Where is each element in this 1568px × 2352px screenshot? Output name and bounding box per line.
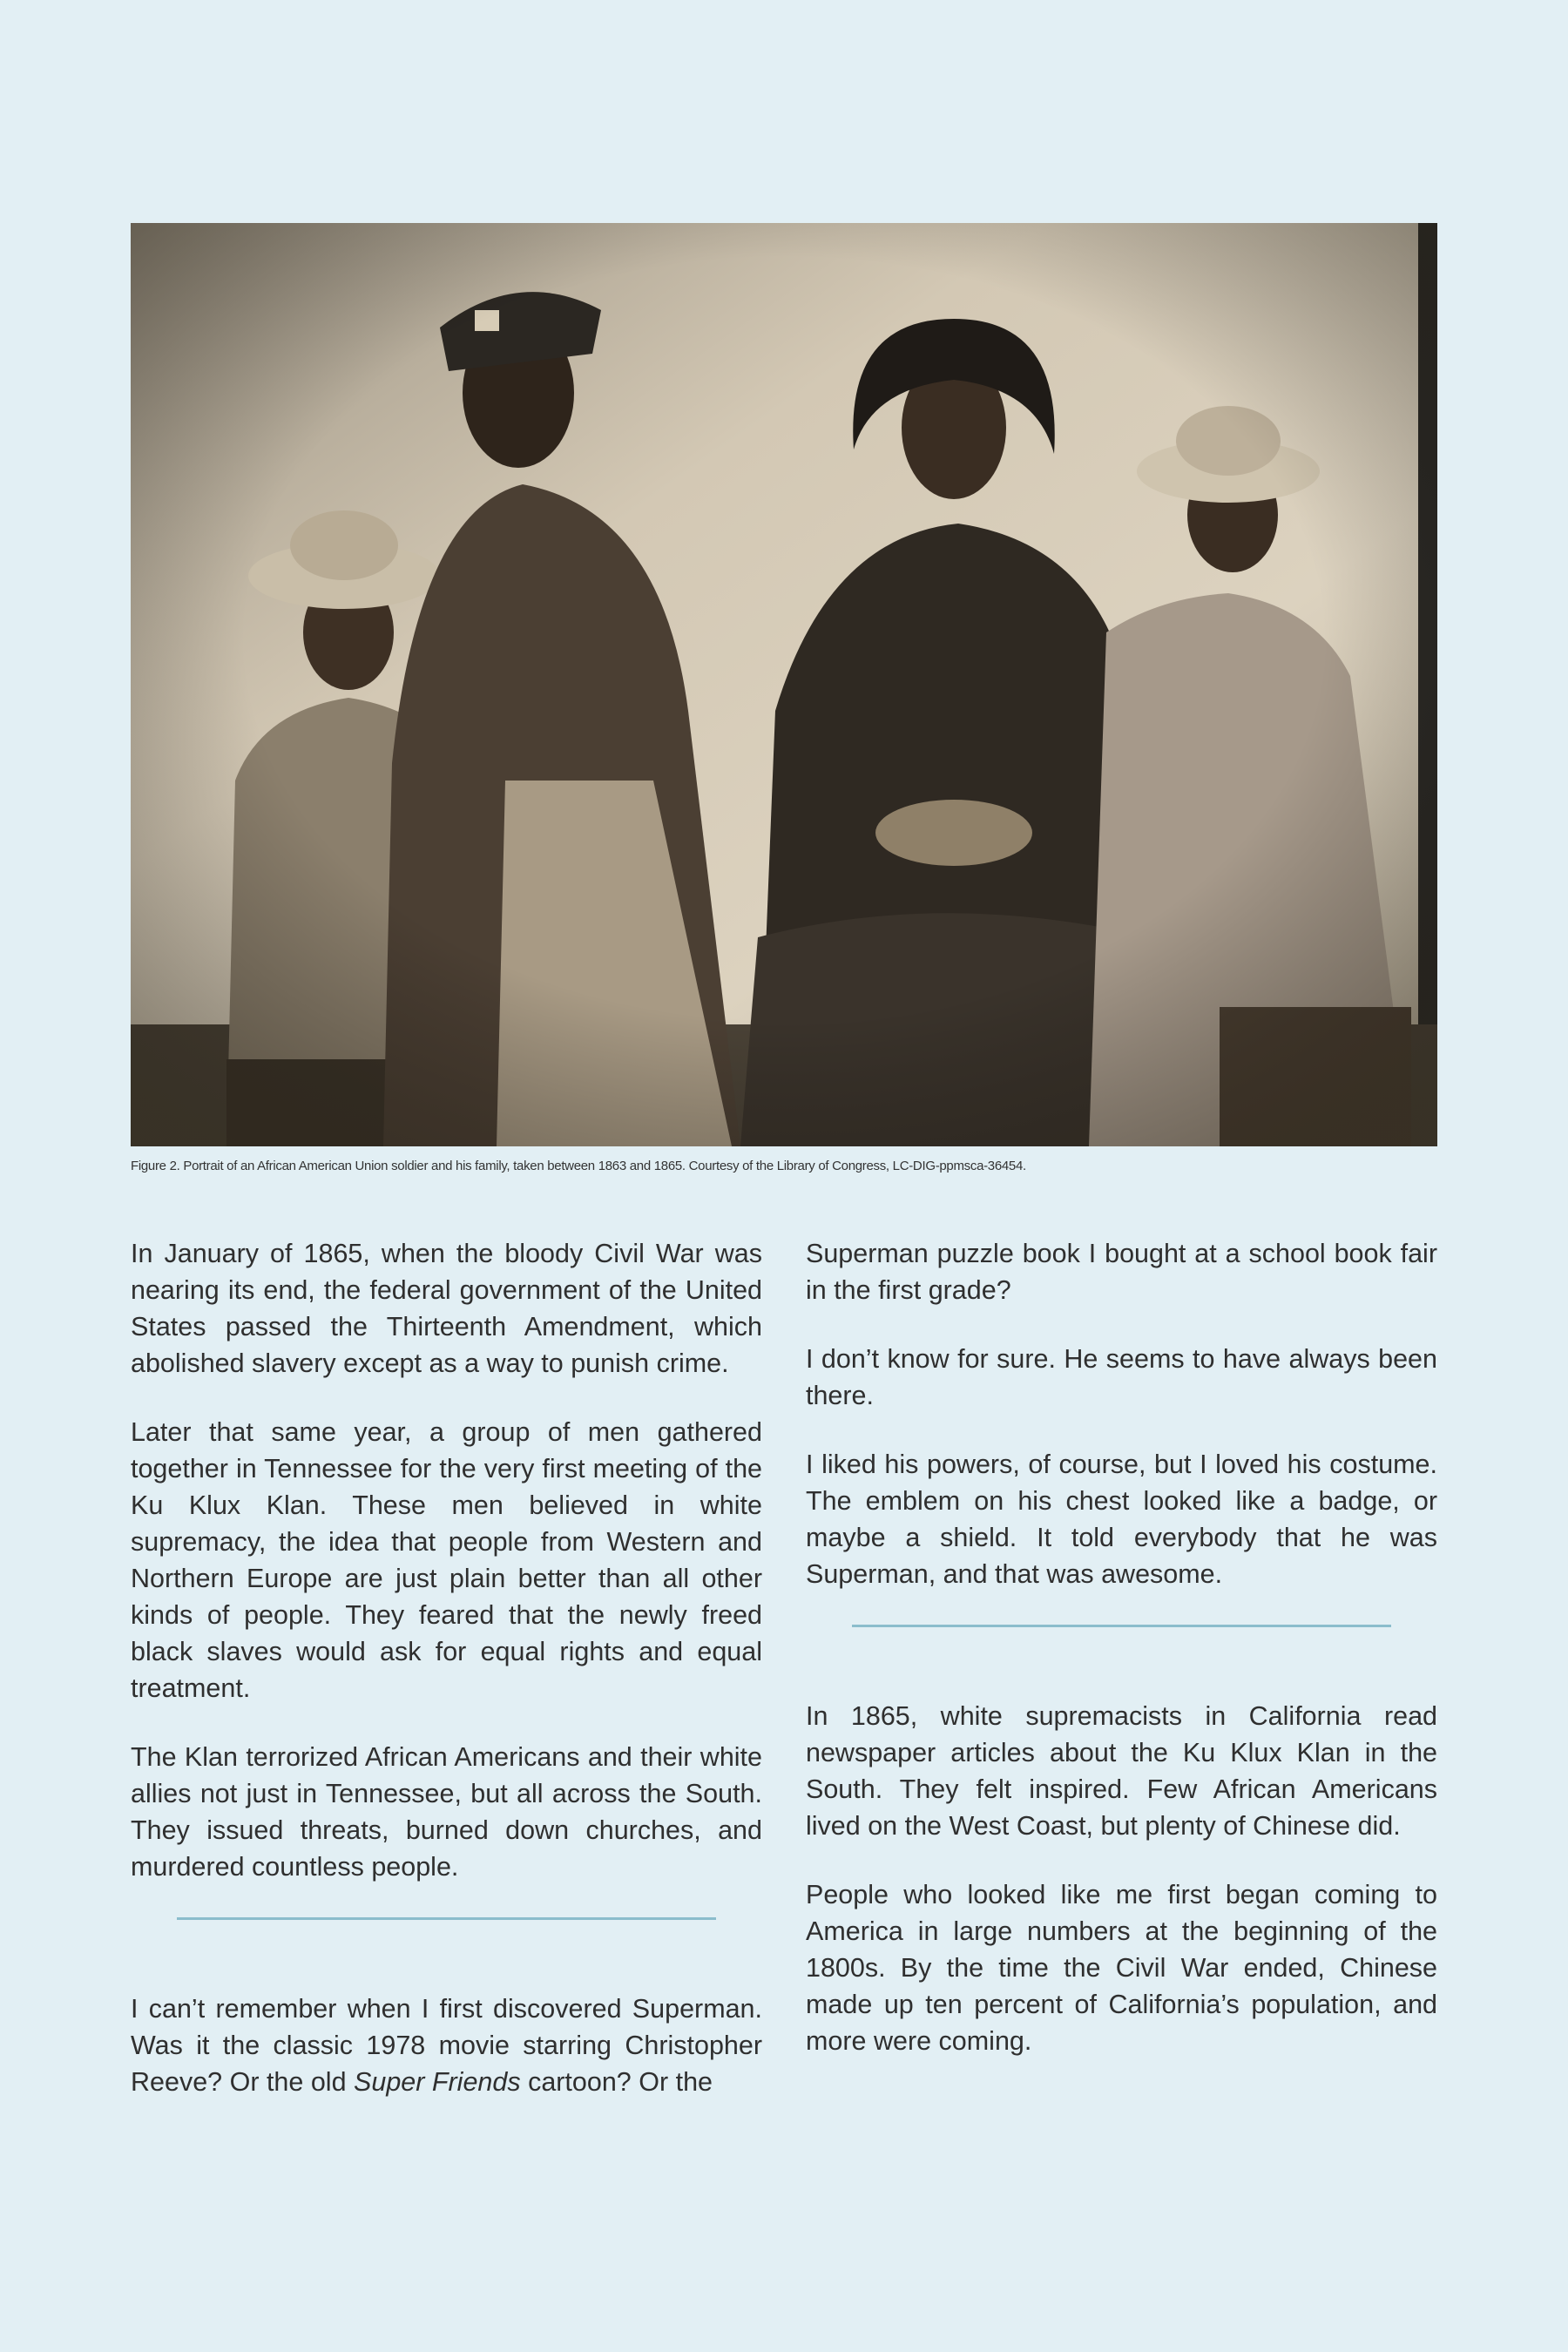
paragraph: People who looked like me first began coming to America in large numbers at the beginning of the 1800s. By the time the Civil War ended, Chinese made up ten percent of California’s population, and more were coming. [806, 1880, 1437, 2056]
left-text-column [131, 1235, 762, 2132]
section-divider [852, 1625, 1391, 1627]
section-divider [177, 1917, 716, 1920]
paragraph: Superman puzzle book I bought at a school book fair in the first grade? [806, 1239, 1437, 1305]
paragraph: The Klan terrorized African Americans and their white allies not just in Tennessee, but all across the South. They issued threats, burned down churches, and murdered countless people. [131, 1742, 762, 1882]
right-text-column [806, 1235, 1437, 2092]
paragraph: In January of 1865, when the bloody Civil War was nearing its end, the federal government of the United States passed the Thirteenth Amendment, which abolished slavery except as a way to punish crime. [131, 1239, 762, 1378]
paragraph [131, 1990, 762, 2100]
paragraph: I don’t know for sure. He seems to have always been there. [806, 1344, 1437, 1410]
paragraph: I liked his powers, of course, but I loved his costume. The emblem on his chest looked like a badge, or maybe a shield. It told everybody that he was Superman, and that was awesome. [806, 1450, 1437, 1589]
paragraph: In 1865, white supremacists in California read newspaper articles about the Ku Klux Klan in the South. They felt inspired. Few African Americans lived on the West Coast, but plenty of Chinese did. [806, 1701, 1437, 1841]
show-title: Super Friends [354, 2067, 521, 2097]
family-portrait-photo [131, 223, 1437, 1146]
paragraph-text: I can’t remember when I first discovered Superman. Was it the classic 1978 movie starring Christopher Reeve? Or the old [131, 1994, 762, 2097]
paragraph-text: cartoon? Or the [520, 2067, 713, 2097]
figure-caption: Figure 2. Portrait of an African American Union soldier and his family, taken between 1863 and 1865. Courtesy of the Library of Congress, LC-DIG-ppmsca-36454. [131, 1159, 1026, 1173]
portrait-illustration [131, 223, 1437, 1146]
paragraph: Later that same year, a group of men gathered together in Tennessee for the very first meeting of the Ku Klux Klan. These men believed in white supremacy, the idea that people from Western and Northern Europe are just plain better than all other kinds of people. They feared that the newly freed black slaves would ask for equal rights and equal treatment. [131, 1417, 762, 1703]
